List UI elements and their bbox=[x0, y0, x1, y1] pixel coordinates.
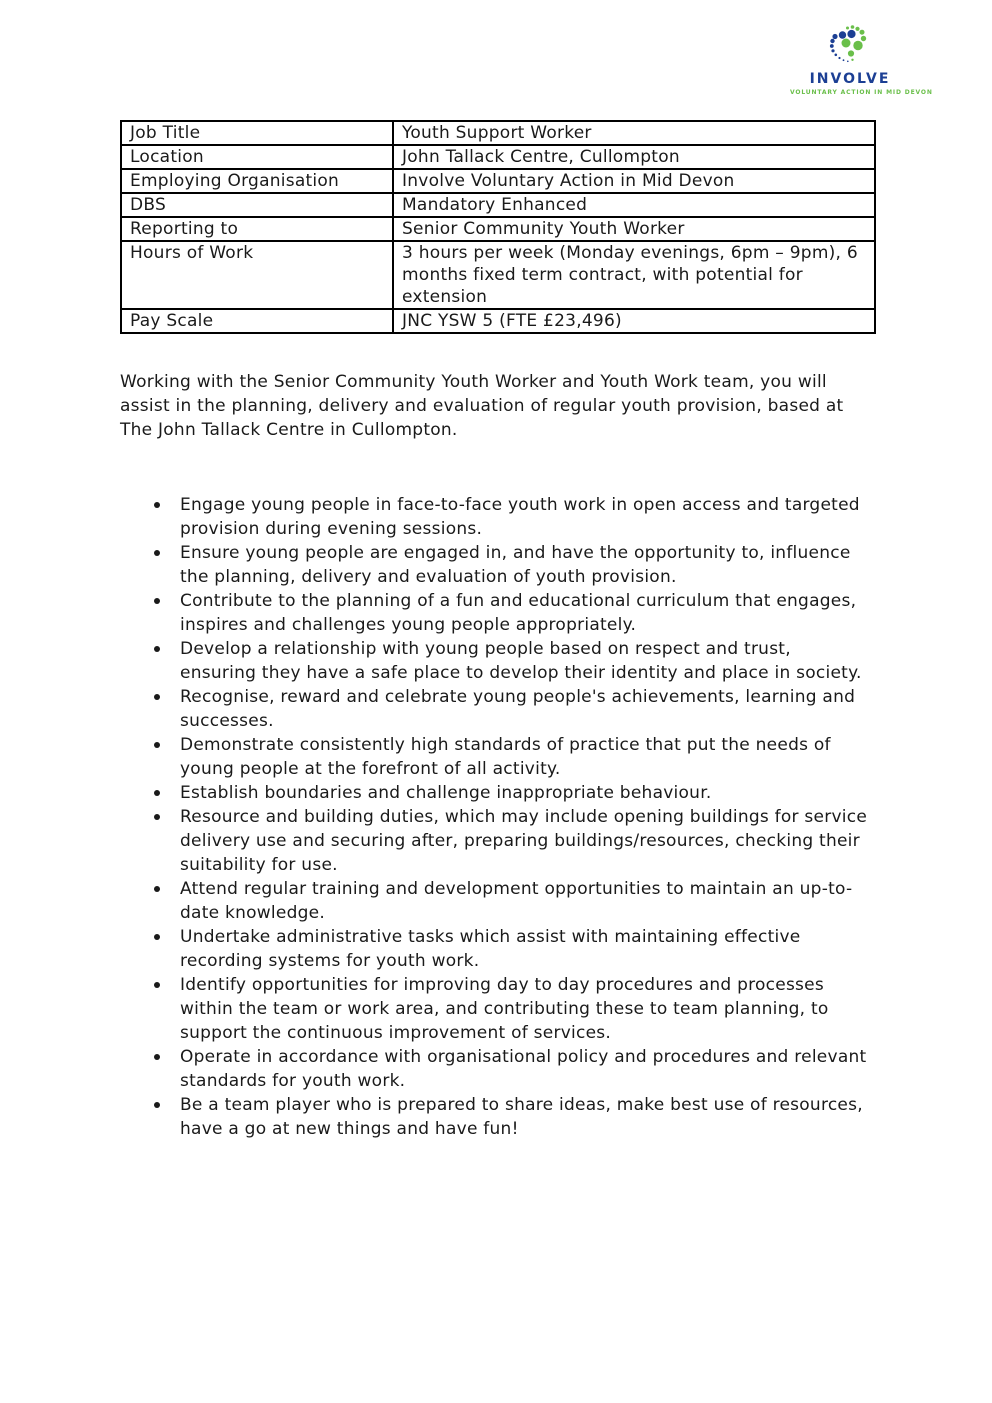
field-value: John Tallack Centre, Cullompton bbox=[393, 145, 875, 169]
list-item: Undertake administrative tasks which assist with maintaining effective recording systems for youth work. bbox=[180, 925, 868, 973]
list-item: Develop a relationship with young people based on respect and trust, ensuring they have a safe place to develop their identity and place in society. bbox=[180, 637, 868, 685]
job-summary-table bbox=[120, 120, 876, 334]
list-item: Operate in accordance with organisational policy and procedures and relevant standards for youth work. bbox=[180, 1047, 867, 1091]
field-value: Senior Community Youth Worker bbox=[393, 217, 875, 241]
dot-swirl-logo-icon bbox=[828, 24, 872, 68]
field-label: Job Title bbox=[121, 121, 393, 145]
table-row bbox=[121, 169, 875, 193]
list-item: Recognise, reward and celebrate young people's achievements, learning and successes. bbox=[180, 685, 868, 733]
list-item: Demonstrate consistently high standards of practice that put the needs of young people at the forefront of all activity. bbox=[180, 733, 868, 781]
involve-logo bbox=[790, 24, 933, 96]
table-row bbox=[121, 145, 875, 169]
table-row bbox=[121, 217, 875, 241]
field-label: Employing Organisation bbox=[121, 169, 393, 193]
list-item: Attend regular training and development opportunities to maintain an up-to-date knowledge. bbox=[180, 877, 868, 925]
table-row bbox=[121, 241, 875, 309]
list-item: Establish boundaries and challenge inappropriate behaviour. bbox=[180, 781, 868, 805]
logo-tagline: VOLUNTARY ACTION IN MID DEVON bbox=[790, 89, 933, 96]
field-value: Mandatory Enhanced bbox=[393, 193, 875, 217]
field-label: Hours of Work bbox=[121, 241, 393, 309]
table-row bbox=[121, 309, 875, 333]
logo-wordmark: INVOLVE bbox=[809, 71, 891, 87]
duties-list bbox=[120, 493, 868, 1141]
list-item: Contribute to the planning of a fun and educational curriculum that engages, inspires and challenges young people appropriately. bbox=[180, 589, 868, 637]
list-item: Be a team player who is prepared to share ideas, make best use of resources, have a go at new things and have fun! bbox=[180, 1093, 868, 1141]
field-label: Location bbox=[121, 145, 393, 169]
field-value: Involve Voluntary Action in Mid Devon bbox=[393, 169, 875, 193]
table-row bbox=[121, 193, 875, 217]
list-item: Resource and building duties, which may include opening buildings for service delivery use and securing after, preparing buildings/resources, checking their suitability for use. bbox=[180, 807, 868, 875]
list-item: Ensure young people are engaged in, and have the opportunity to, influence the planning, delivery and evaluation of youth provision. bbox=[180, 541, 868, 589]
intro-paragraph: Working with the Senior Community Youth Worker and Youth Work team, you will assist in the planning, delivery and evaluation of regular youth provision, based at The John Tallack Centre in Cullompton. bbox=[120, 372, 844, 440]
list-item: Identify opportunities for improving day to day procedures and processes within the team or work area, and contributing these to team planning, to support the continuous improvement of services. bbox=[180, 973, 868, 1045]
table-row bbox=[121, 121, 875, 145]
document-content bbox=[120, 120, 876, 1141]
field-value: Youth Support Worker bbox=[393, 121, 875, 145]
field-label: Reporting to bbox=[121, 217, 393, 241]
field-value: JNC YSW 5 (FTE £23,496) bbox=[393, 309, 875, 333]
list-item: Engage young people in face-to-face youth work in open access and targeted provision during evening sessions. bbox=[180, 493, 868, 541]
field-label: DBS bbox=[121, 193, 393, 217]
field-label: Pay Scale bbox=[121, 309, 393, 333]
field-value: 3 hours per week (Monday evenings, 6pm – 9pm), 6 months fixed term contract, with potential for extension bbox=[393, 241, 875, 309]
